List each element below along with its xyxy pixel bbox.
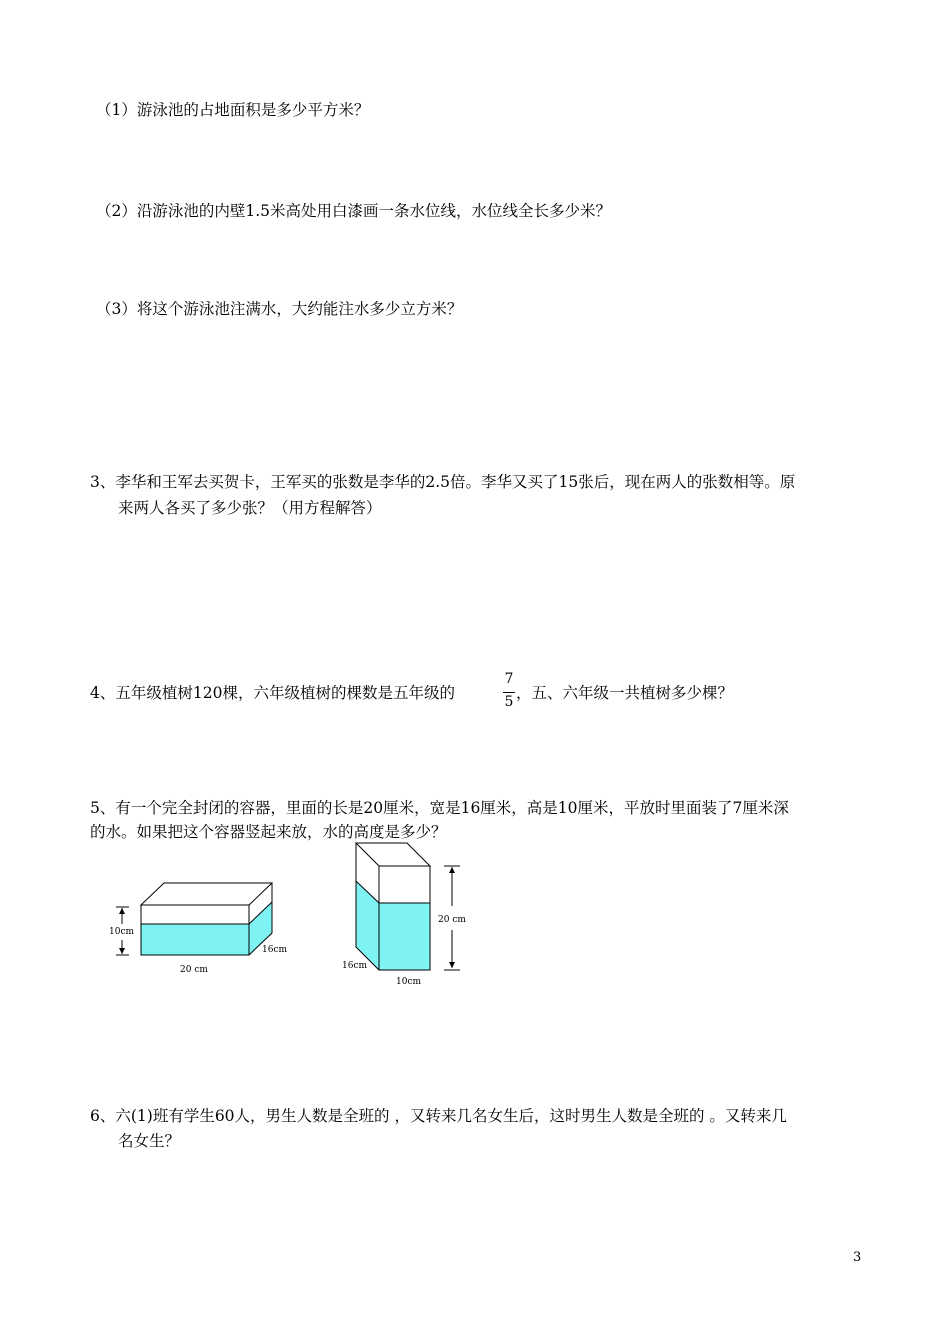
question-3-line-1: 3、李华和王军去买贺卡，王军买的张数是李华的2.5倍。李华又买了15张后，现在两人的张数相等。原 [90, 473, 796, 491]
upright-water-front [379, 903, 430, 970]
upright-depth-label: 16cm [342, 961, 368, 971]
question-5-line-2: 的水。如果把这个容器竖起来放，水的高度是多少？ [90, 823, 447, 841]
sub-question-3: （3）将这个游泳池注满水，大约能注水多少立方米？ [96, 300, 463, 318]
flat-height-label: 10cm [109, 927, 135, 937]
flat-depth-label: 16cm [262, 945, 288, 955]
question-6-line-2: 名女生？ [118, 1132, 181, 1150]
question-6-line-1: 6、六(1)班有学生60人，男生人数是全班的 ，又转来几名女生后，这时男生人数是全班的 。又转来几 [90, 1107, 787, 1125]
question-4-text-before: 4、五年级植树120棵，六年级植树的棵数是五年级的 [90, 684, 455, 702]
question-4-text-after: ，五、六年级一共植树多少棵？ [516, 684, 734, 702]
question-3-line-2: 来两人各买了多少张？（用方程解答） [118, 499, 382, 517]
upright-width-label: 10cm [396, 977, 422, 987]
upright-height-label: 20 cm [438, 915, 466, 925]
page-number: 3 [853, 1250, 862, 1265]
question-5-line-1: 5、有一个完全封闭的容器，里面的长是20厘米，宽是16厘米，高是10厘米，平放时里面装了7厘米深 [90, 799, 789, 817]
flat-water-front [141, 924, 249, 955]
flat-length-label: 20 cm [180, 965, 208, 975]
upright-container-diagram [356, 843, 460, 970]
upright-water-side [356, 881, 379, 970]
fraction-numerator: 7 [504, 671, 514, 687]
fraction-denominator: 5 [504, 694, 514, 710]
sub-question-2: （2）沿游泳池的内壁1.5米高处用白漆画一条水位线，水位线全长多少米？ [96, 202, 612, 220]
sub-question-1: （1）游泳池的占地面积是多少平方米？ [96, 101, 370, 119]
flat-container-diagram [116, 883, 272, 955]
